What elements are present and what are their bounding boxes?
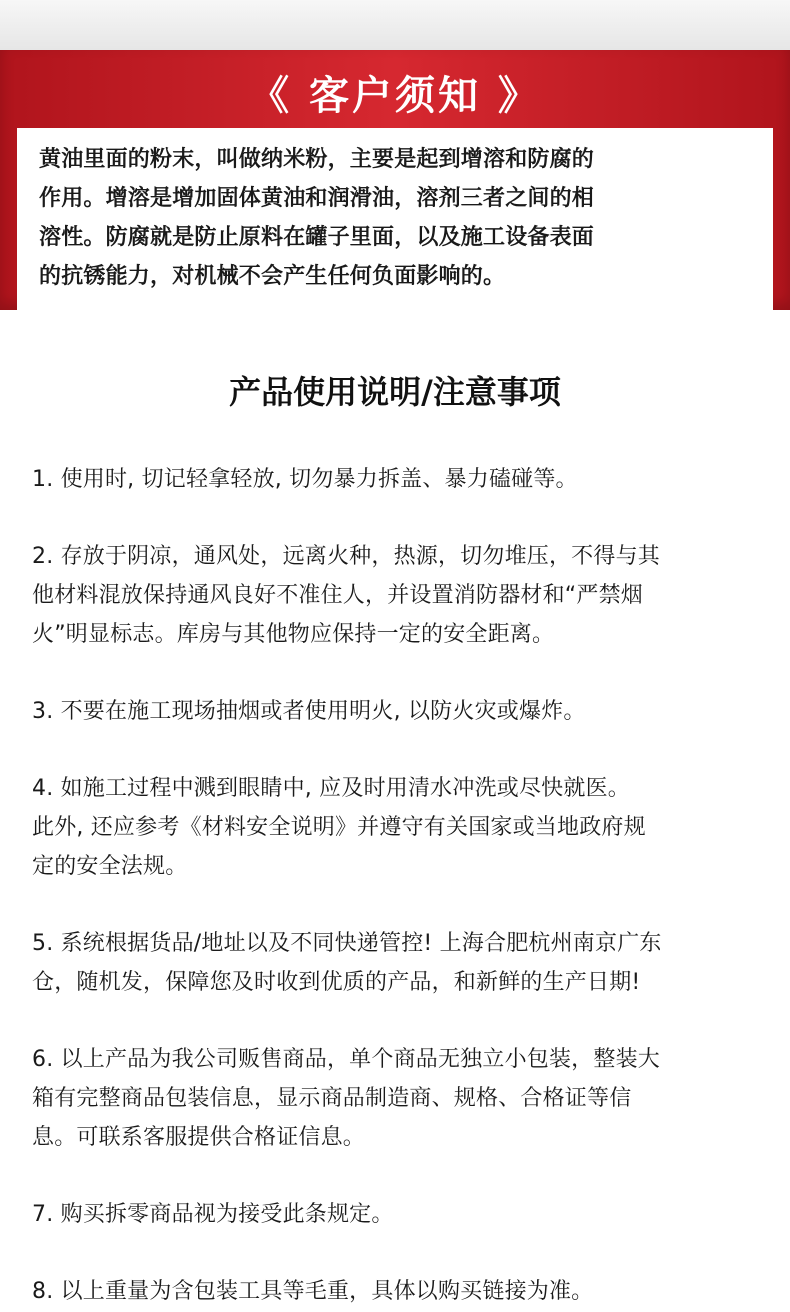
instruction-item-4	[32, 769, 772, 886]
instruction-line: 箱有完整商品包装信息，显示商品制造商、规格、合格证等信	[32, 1086, 632, 1111]
instruction-line: 7. 购买拆零商品视为接受此条规定。	[32, 1202, 394, 1227]
instruction-line: 仓，随机发，保障您及时收到优质的产品，和新鲜的生产日期!	[32, 970, 641, 995]
customer-notice-text	[39, 140, 763, 296]
instruction-item-2	[32, 537, 772, 654]
instruction-item-5	[32, 924, 772, 1002]
instruction-line: 此外, 还应参考《材料安全说明》并遵守有关国家或当地政府规	[32, 815, 646, 840]
instruction-line: 8. 以上重量为含包装工具等毛重，具体以购买链接为准。	[32, 1279, 594, 1304]
instruction-item-6	[32, 1040, 772, 1157]
customer-notice-banner	[0, 50, 790, 310]
notice-line: 溶性。防腐就是防止原料在罐子里面，以及施工设备表面	[39, 225, 595, 250]
instruction-item-1	[32, 460, 772, 499]
instruction-line: 火”明显标志。库房与其他物应保持一定的安全距离。	[32, 622, 555, 647]
instruction-item-3	[32, 692, 772, 731]
notice-line: 黄油里面的粉末，叫做纳米粉，主要是起到增溶和防腐的	[39, 147, 595, 172]
notice-line: 的抗锈能力，对机械不会产生任何负面影响的。	[39, 264, 506, 289]
instruction-item-8	[32, 1272, 772, 1311]
instruction-line: 5. 系统根据货品/地址以及不同快递管控! 上海合肥杭州南京广东	[32, 931, 662, 956]
instruction-line: 6. 以上产品为我公司贩售商品，单个商品无独立小包装，整装大	[32, 1047, 660, 1072]
top-strip	[0, 0, 790, 50]
instruction-line: 定的安全法规。	[32, 854, 188, 879]
notice-line: 作用。增溶是增加固体黄油和润滑油，溶剂三者之间的相	[39, 186, 595, 211]
instruction-line: 1. 使用时, 切记轻拿轻放, 切勿暴力拆盖、暴力磕碰等。	[32, 467, 578, 492]
customer-notice-box	[17, 128, 773, 344]
instructions-list	[32, 460, 772, 1311]
instruction-line: 2. 存放于阴凉，通风处，远离火种，热源，切勿堆压，不得与其	[32, 544, 660, 569]
customer-notice-title: 《 客户须知 》	[249, 73, 541, 119]
instruction-line: 3. 不要在施工现场抽烟或者使用明火, 以防火灾或爆炸。	[32, 699, 586, 724]
instruction-line: 他材料混放保持通风良好不准住人，并设置消防器材和“严禁烟	[32, 583, 643, 608]
instruction-item-7	[32, 1195, 772, 1234]
instruction-line: 4. 如施工过程中溅到眼睛中, 应及时用清水冲洗或尽快就医。	[32, 776, 630, 801]
instruction-line: 息。可联系客服提供合格证信息。	[32, 1125, 366, 1150]
instructions-title: 产品使用说明/注意事项	[229, 373, 561, 411]
